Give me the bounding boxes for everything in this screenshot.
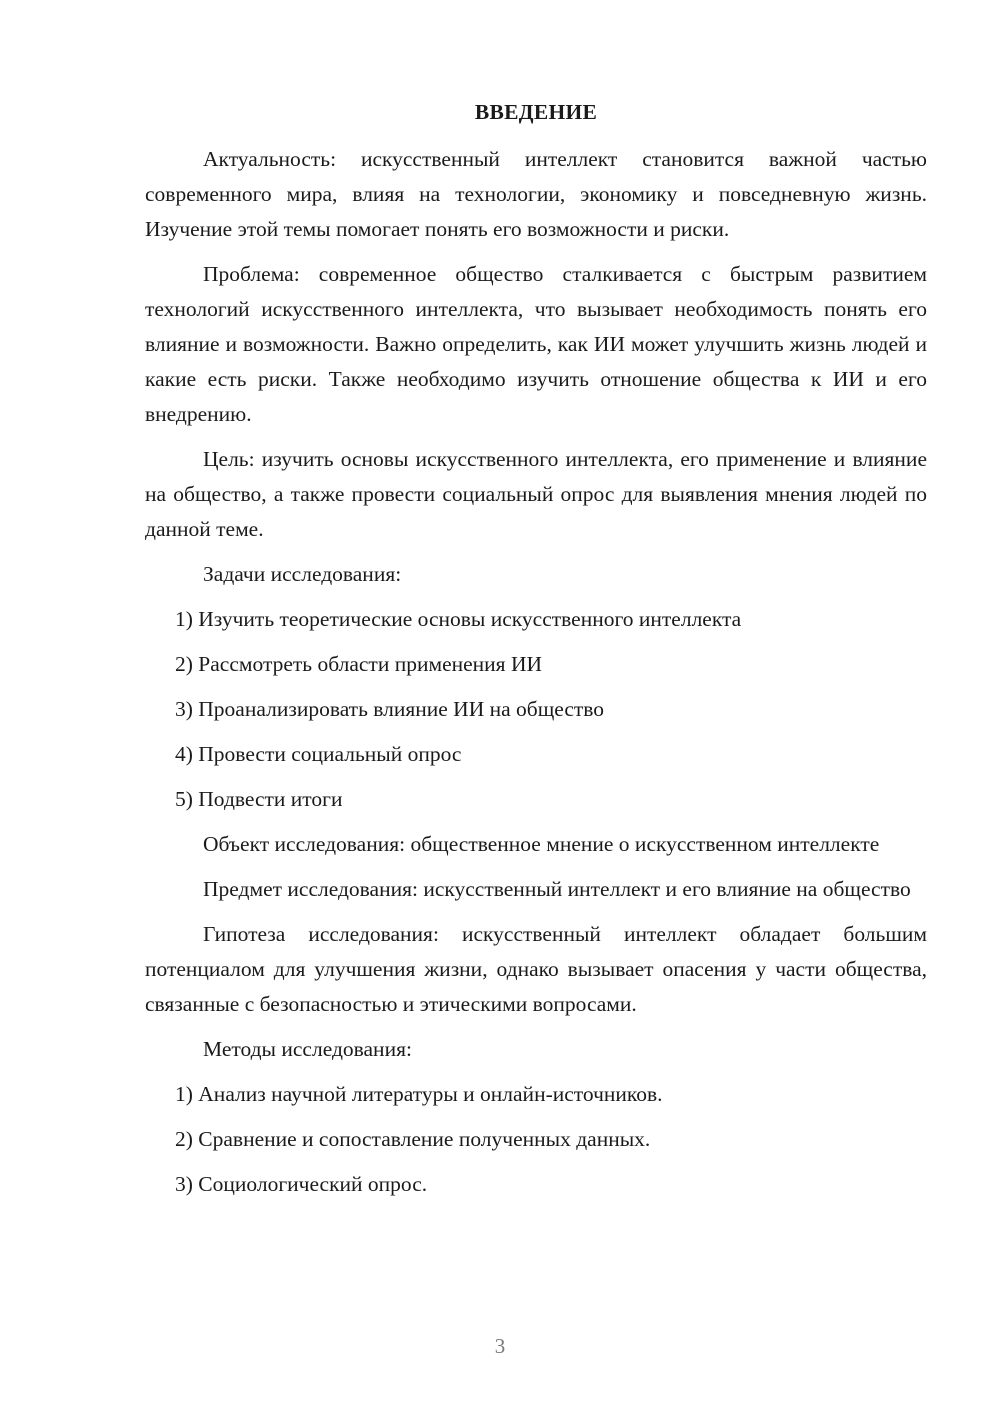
object-paragraph: Объект исследования: общественное мнение о искусственном интеллекте — [203, 832, 880, 856]
task-item: 5) Подвести итоги — [175, 787, 343, 811]
method-item: 1) Анализ научной литературы и онлайн-источников. — [175, 1082, 663, 1106]
tasks-heading: Задачи исследования: — [203, 562, 402, 586]
subject-paragraph: Предмет исследования: искусственный интеллект и его влияние на общество — [203, 877, 911, 901]
methods-list — [145, 1077, 927, 1202]
task-item: 2) Рассмотреть области применения ИИ — [175, 652, 543, 676]
task-item: 4) Провести социальный опрос — [175, 742, 462, 766]
task-item: 3) Проанализировать влияние ИИ на общество — [175, 697, 605, 721]
page-number: 3 — [494, 1334, 506, 1358]
task-item: 1) Изучить теоретические основы искусственного интеллекта — [175, 607, 742, 631]
hypothesis-paragraph: Гипотеза исследования: искусственный интеллект обладает большим потенциалом для улучшения жизни, однако вызывает опасения у части общества, связанные с безопасностью и этическими вопросами. — [145, 922, 927, 1016]
problem-paragraph: Проблема: современное общество сталкивается с быстрым развитием технологий искусственного интеллекта, что вызывает необходимость понять его влияние и возможности. Важно определить, как ИИ может улучшить жизнь людей и какие есть риски. Также необходимо изучить отношение общества к ИИ и его внедрению. — [145, 262, 927, 426]
method-item: 2) Сравнение и сопоставление полученных данных. — [175, 1127, 651, 1151]
goal-paragraph: Цель: изучить основы искусственного интеллекта, его применение и влияние на общество, а также провести социальный опрос для выявления мнения людей по данной теме. — [145, 447, 927, 541]
relevance-paragraph: Актуальность: искусственный интеллект становится важной частью современного мира, влияя на технологии, экономику и повседневную жизнь. Изучение этой темы помогает понять его возможности и риски. — [145, 147, 927, 241]
document-page — [145, 95, 927, 1212]
page-title: ВВЕДЕНИЕ — [474, 100, 598, 124]
methods-heading: Методы исследования: — [203, 1037, 412, 1061]
tasks-list — [145, 602, 927, 817]
method-item: 3) Социологический опрос. — [175, 1172, 428, 1196]
